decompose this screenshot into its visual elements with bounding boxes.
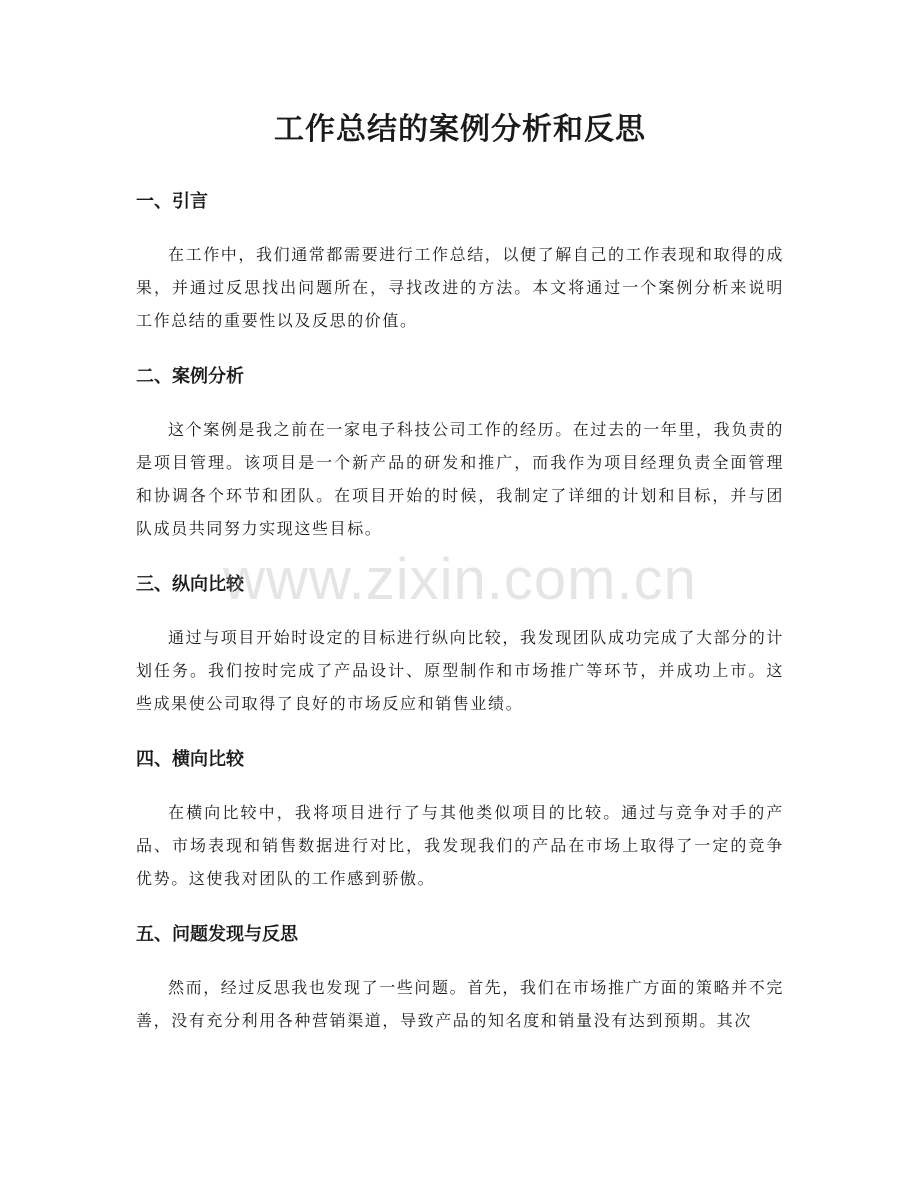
section-introduction: [136, 184, 784, 337]
section-heading: 三、纵向比较: [136, 574, 244, 595]
document-body: [136, 184, 784, 1059]
section-vertical-comparison: [136, 567, 784, 720]
section-heading: 四、横向比较: [136, 749, 244, 770]
section-heading: 二、案例分析: [136, 366, 244, 387]
section-paragraph: 这个案例是我之前在一家电子科技公司工作的经历。在过去的一年里，我负责的是项目管理。该项目是一个新产品的研发和推广，而我作为项目经理负责全面管理和协调各个环节和团队。在项目开始的时候，我制定了详细的计划和目标，并与团队成员共同努力实现这些目标。: [136, 420, 785, 538]
document-title: 工作总结的案例分析和反思: [274, 112, 646, 147]
section-problems-reflection: [136, 917, 784, 1037]
watermark: www.zixin.com.cn: [223, 547, 697, 612]
section-paragraph: 然而，经过反思我也发现了一些问题。首先，我们在市场推广方面的策略并不完善，没有充分利用各种营销渠道，导致产品的知名度和销量没有达到预期。其次: [136, 978, 785, 1030]
section-horizontal-comparison: [136, 742, 784, 895]
section-case-analysis: [136, 359, 784, 545]
section-heading: 五、问题发现与反思: [136, 924, 298, 945]
section-paragraph: 在横向比较中，我将项目进行了与其他类似项目的比较。通过与竞争对手的产品、市场表现和销售数据进行对比，我发现我们的产品在市场上取得了一定的竞争优势。这使我对团队的工作感到骄傲。: [136, 803, 784, 888]
section-heading: 一、引言: [136, 191, 208, 212]
section-paragraph: 在工作中，我们通常都需要进行工作总结，以便了解自己的工作表现和取得的成果，并通过反思找出问题所在，寻找改进的方法。本文将通过一个案例分析来说明工作总结的重要性以及反思的价值。: [136, 245, 785, 330]
section-paragraph: 通过与项目开始时设定的目标进行纵向比较，我发现团队成功完成了大部分的计划任务。我们按时完成了产品设计、原型制作和市场推广等环节，并成功上市。这些成果使公司取得了良好的市场反应和销售业绩。: [136, 628, 785, 713]
